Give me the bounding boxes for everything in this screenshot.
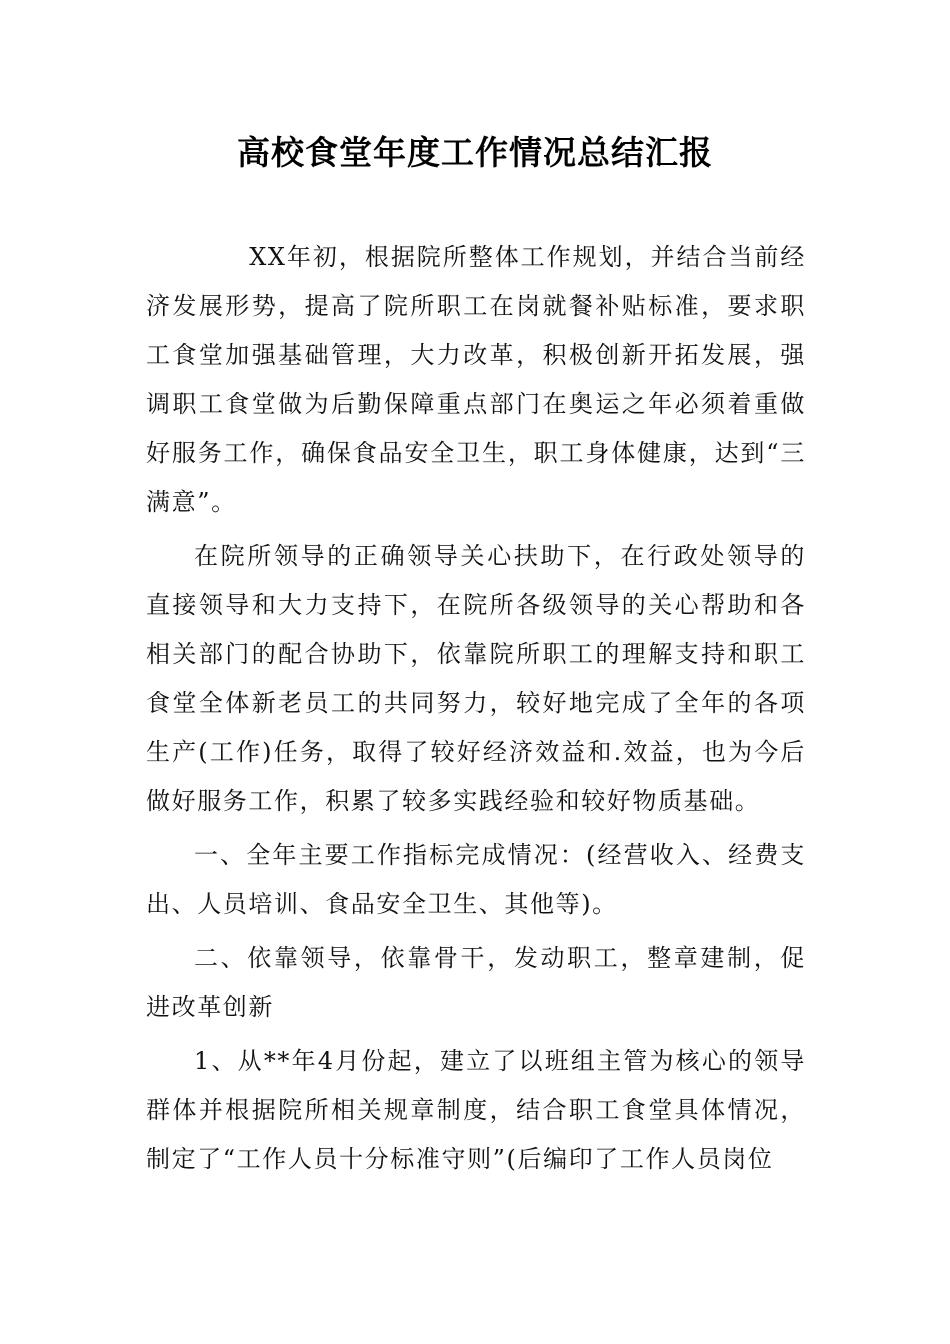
paragraph-3: 一、全年主要工作指标完成情况：(经营收入、经费支出、人员培训、食品安全卫生、其他等)。	[146, 841, 806, 918]
document-title: 高校食堂年度工作情况总结汇报	[237, 133, 713, 172]
paragraph-5: 1、从**年4月份起，建立了以班组主管为核心的领导群体并根据院所相关规章制度，结合职工食堂具体情况，制定了“工作人员十分标准守则”(后编印了工作人员岗位	[146, 1047, 806, 1173]
paragraph-2: 在院所领导的正确领导关心扶助下，在行政处领导的直接领导和大力支持下，在院所各级领导的关心帮助和各相关部门的配合协助下，依靠院所职工的理解支持和职工食堂全体新老员工的共同努力，较好地完成了全年的各项生产(工作)任务，取得了较好经济效益和.效益，也为今后做好服务工作，积累了较多实践经验和较好物质基础。	[146, 542, 806, 815]
document-body	[146, 233, 806, 1184]
paragraph-4: 二、依靠领导，依靠骨干，发动职工，整章建制，促进改革创新	[146, 944, 806, 1021]
paragraph-1: XX年初，根据院所整体工作规划，并结合当前经济发展形势，提高了院所职工在岗就餐补贴标准，要求职工食堂加强基础管理，大力改革，积极创新开拓发展，强调职工食堂做为后勤保障重点部门在奥运之年必须着重做好服务工作，确保食品安全卫生，职工身体健康，达到“三满意”。	[146, 243, 806, 516]
